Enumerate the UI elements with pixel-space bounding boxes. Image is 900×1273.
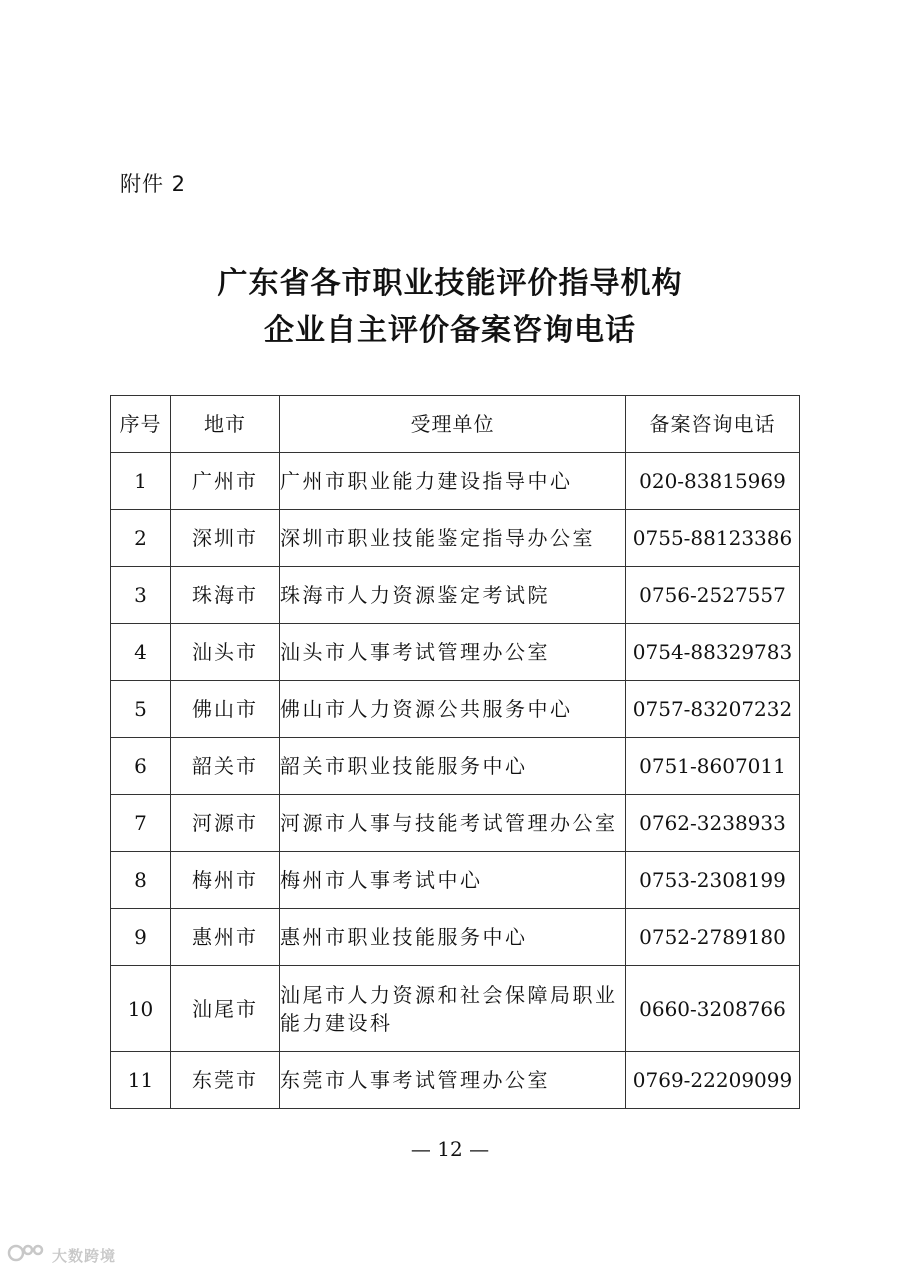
row-no: 6 bbox=[111, 738, 171, 795]
header-phone: 备案咨询电话 bbox=[626, 396, 800, 453]
row-no: 11 bbox=[111, 1052, 171, 1109]
row-city: 汕头市 bbox=[171, 624, 280, 681]
row-city: 河源市 bbox=[171, 795, 280, 852]
row-city: 梅州市 bbox=[171, 852, 280, 909]
table-row bbox=[111, 567, 800, 624]
header-no: 序号 bbox=[111, 396, 171, 453]
table-row bbox=[111, 624, 800, 681]
table-row bbox=[111, 795, 800, 852]
row-city: 汕尾市 bbox=[171, 966, 280, 1052]
table-row bbox=[111, 909, 800, 966]
watermark-logo-icon bbox=[6, 1243, 46, 1267]
consultation-phone-table bbox=[110, 395, 800, 1109]
page-number: — 12 — bbox=[410, 1137, 490, 1161]
row-phone: 0753-2308199 bbox=[626, 852, 800, 909]
row-unit: 惠州市职业技能服务中心 bbox=[280, 909, 626, 966]
row-unit: 汕头市人事考试管理办公室 bbox=[280, 624, 626, 681]
row-phone: 020-83815969 bbox=[626, 453, 800, 510]
table-row bbox=[111, 738, 800, 795]
row-unit: 东莞市人事考试管理办公室 bbox=[280, 1052, 626, 1109]
row-city: 深圳市 bbox=[171, 510, 280, 567]
row-unit: 韶关市职业技能服务中心 bbox=[280, 738, 626, 795]
watermark bbox=[6, 1243, 116, 1267]
row-phone: 0752-2789180 bbox=[626, 909, 800, 966]
table-header-row bbox=[111, 396, 800, 453]
row-phone: 0754-88329783 bbox=[626, 624, 800, 681]
row-phone: 0769-22209099 bbox=[626, 1052, 800, 1109]
header-city: 地市 bbox=[171, 396, 280, 453]
row-city: 惠州市 bbox=[171, 909, 280, 966]
row-phone: 0757-83207232 bbox=[626, 681, 800, 738]
row-city: 韶关市 bbox=[171, 738, 280, 795]
row-phone: 0762-3238933 bbox=[626, 795, 800, 852]
table-row bbox=[111, 852, 800, 909]
row-unit: 深圳市职业技能鉴定指导办公室 bbox=[280, 510, 626, 567]
row-phone: 0751-8607011 bbox=[626, 738, 800, 795]
row-unit: 佛山市人力资源公共服务中心 bbox=[280, 681, 626, 738]
attachment-label: 附件 2 bbox=[120, 172, 187, 196]
row-city: 广州市 bbox=[171, 453, 280, 510]
row-no: 9 bbox=[111, 909, 171, 966]
row-no: 4 bbox=[111, 624, 171, 681]
table-row bbox=[111, 681, 800, 738]
row-unit: 梅州市人事考试中心 bbox=[280, 852, 626, 909]
row-no: 1 bbox=[111, 453, 171, 510]
row-no: 2 bbox=[111, 510, 171, 567]
row-unit: 珠海市人力资源鉴定考试院 bbox=[280, 567, 626, 624]
watermark-text: 大数跨境 bbox=[52, 1246, 117, 1265]
table-row bbox=[111, 1052, 800, 1109]
row-no: 7 bbox=[111, 795, 171, 852]
row-no: 10 bbox=[111, 966, 171, 1052]
table-row bbox=[111, 966, 800, 1052]
row-unit: 广州市职业能力建设指导中心 bbox=[280, 453, 626, 510]
row-city: 佛山市 bbox=[171, 681, 280, 738]
table-row bbox=[111, 453, 800, 510]
header-unit: 受理单位 bbox=[280, 396, 626, 453]
document-title-line-2: 企业自主评价备案咨询电话 bbox=[264, 313, 636, 348]
row-phone: 0756-2527557 bbox=[626, 567, 800, 624]
row-phone: 0755-88123386 bbox=[626, 510, 800, 567]
row-no: 3 bbox=[111, 567, 171, 624]
row-unit: 河源市人事与技能考试管理办公室 bbox=[280, 795, 626, 852]
table-row bbox=[111, 510, 800, 567]
row-no: 5 bbox=[111, 681, 171, 738]
row-city: 珠海市 bbox=[171, 567, 280, 624]
row-phone: 0660-3208766 bbox=[626, 966, 800, 1052]
row-no: 8 bbox=[111, 852, 171, 909]
row-city: 东莞市 bbox=[171, 1052, 280, 1109]
document-title-line-1: 广东省各市职业技能评价指导机构 bbox=[217, 266, 683, 301]
row-unit: 汕尾市人力资源和社会保障局职业能力建设科 bbox=[280, 966, 626, 1052]
